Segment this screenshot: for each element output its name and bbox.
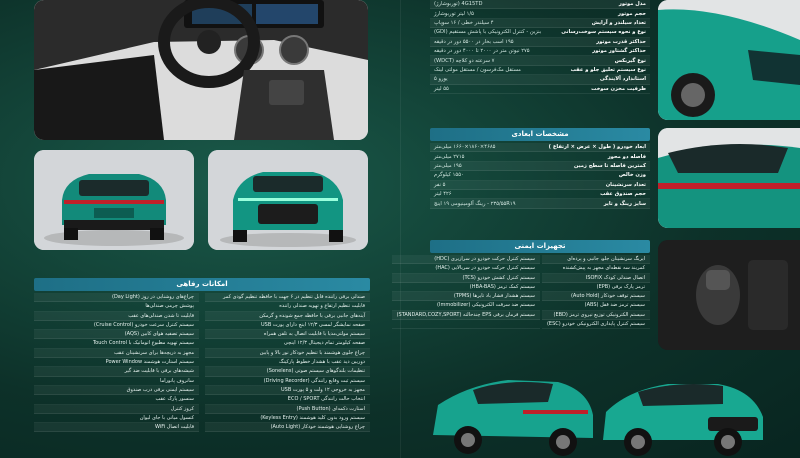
comfort-item: سیستم ورود بدون کلید هوشمند (Keyless Entry) bbox=[205, 414, 370, 423]
dimension-row bbox=[430, 162, 650, 171]
spec-label: حداکثر قدرت موتور bbox=[596, 38, 646, 45]
comfort-item: قابلیت تا شدن صندلی‌های عقب bbox=[34, 312, 199, 321]
safety-title: تجهیزات ایمنی bbox=[430, 240, 650, 253]
dimension-label: ابعاد خودرو ( طول × عرض × ارتفاع ) bbox=[548, 144, 646, 151]
safety-item: سیستم کنترل کشش خودرو (TCS) bbox=[392, 274, 540, 283]
spec-row bbox=[430, 9, 650, 18]
safety-left-list bbox=[392, 255, 540, 329]
spec-label: نوع سیستم تعلیق جلو و عقب bbox=[570, 66, 646, 73]
safety-item: سیستم توقف خودکار (Auto Hold) bbox=[542, 292, 650, 301]
dimension-value: ۱۹۵ میلی‌متر bbox=[434, 162, 462, 169]
car-front-three-quarter-photo bbox=[598, 362, 768, 458]
spec-label: تعداد سیلندر و آرایش bbox=[591, 19, 646, 26]
comfort-item: آینه‌های جانبی برقی با حافظه جمع شونده و گرمکن bbox=[205, 312, 370, 321]
spec-value: ۱۹۵ اسب بخار در ۵۵۰۰ دور در دقیقه bbox=[434, 38, 514, 45]
safety-item: سیستم کنترل حرکت خودرو در سربالایی (HAC) bbox=[392, 264, 540, 273]
spec-value: ۵۵ لیتر bbox=[434, 85, 449, 92]
comfort-item: چراغ جلوی هوشمند با تنظیم خودکار نور بالا و پایین bbox=[205, 349, 370, 358]
spec-label: حجم موتور bbox=[617, 10, 646, 17]
spec-label: نوع و نحوه سیستم سوخت‌رسانی bbox=[561, 29, 646, 36]
dimensions-panel bbox=[430, 128, 650, 209]
comfort-item: چراغ روشنایی هوشمند خودکار (Auto Light) bbox=[205, 423, 370, 432]
dimension-label: حجم صندوق عقب bbox=[600, 191, 646, 198]
spec-row bbox=[430, 28, 650, 37]
spec-row bbox=[430, 75, 650, 84]
safety-item: سیستم الکترونیکی توزیع نیروی ترمز (EBD) bbox=[542, 311, 650, 320]
safety-panel bbox=[396, 240, 650, 329]
comfort-item: استارت دکمه‌ای (Push Button) bbox=[205, 405, 370, 414]
spec-value: 4G15TD (توربوشارژ) bbox=[434, 1, 483, 8]
spec-value: بنزین - کنترل الکترونیکی با پاشش مستقیم (GDI) bbox=[434, 29, 542, 36]
comfort-left-list bbox=[34, 293, 199, 432]
comfort-item: سنسور پارک عقب bbox=[34, 395, 199, 404]
engine-specs-panel bbox=[430, 0, 650, 94]
car-rear-three-quarter-photo bbox=[428, 360, 598, 458]
spec-label: استاندارد آلایندگی bbox=[599, 76, 646, 83]
dimension-label: وزن خالص bbox=[618, 172, 646, 179]
dimension-row bbox=[430, 181, 650, 190]
comfort-item: مجهز به خروجی ۱۲ ولت و ۵ پورت USB bbox=[205, 386, 370, 395]
interior-photo bbox=[34, 0, 368, 140]
comfort-item: سیستم تصفیه هوای کابین (AQS) bbox=[34, 330, 199, 339]
spec-value: ۴ سیلندر خطی / ۱۶ سوپاپ bbox=[434, 19, 494, 26]
safety-item: سیستم ضد سرقت الکترونیکی (Immobilizer) bbox=[392, 301, 540, 310]
comfort-item: دوربین دید عقب با هشدار خطوط پارکینگ bbox=[205, 358, 370, 367]
rear-view-photo bbox=[34, 150, 194, 250]
comfort-item: سیستم تهویه مطبوع اتوماتیک با Touch Control bbox=[34, 339, 199, 348]
comfort-item: پوشش چرمی صندلی‌ها bbox=[34, 302, 199, 311]
safety-item: سیستم کنترل پایداری الکترونیکی خودرو (ESC) bbox=[542, 320, 650, 329]
spec-row bbox=[430, 19, 650, 28]
comfort-right-list bbox=[205, 293, 370, 432]
comfort-item: صفحه کیلومتر تمام دیجیتال ۱۲/۳ اینچی bbox=[205, 339, 370, 348]
dimension-label: سایز رینگ و تایر bbox=[603, 200, 646, 207]
front-view-photo bbox=[208, 150, 368, 250]
comfort-item: صفحه نمایشگر لمسی ۱۲/۳ اینچ دارای پورت USB bbox=[205, 321, 370, 330]
dimensions-title: مشخصات ابعادی bbox=[430, 128, 650, 141]
spec-label: نوع گیربکس bbox=[614, 57, 646, 64]
spec-label: حداکثر گشتاور موتور bbox=[592, 48, 646, 55]
safety-item: ترمز پارک برقی (EPB) bbox=[542, 283, 650, 292]
spec-value: یورو ۵ bbox=[434, 76, 448, 83]
dimension-label: تعداد سرنشینان bbox=[605, 181, 646, 188]
comfort-item: سیستم کنترل سرعت خودرو (Cruise Control) bbox=[34, 321, 199, 330]
dimension-row bbox=[430, 190, 650, 199]
spec-row bbox=[430, 56, 650, 65]
comfort-item: کروز کنترل bbox=[34, 405, 199, 414]
rear-detail-photo bbox=[658, 128, 800, 228]
safety-right-list bbox=[542, 255, 650, 329]
comfort-item: سیستم ثبت وقایع رانندگی (Driving Recorder) bbox=[205, 377, 370, 386]
comfort-item: چراغ‌های روشنایی در روز (Day Light) bbox=[34, 293, 199, 302]
safety-item bbox=[392, 320, 540, 329]
safety-item: سیستم کنترل حرکت خودرو در سرازیری (HDC) bbox=[392, 255, 540, 264]
spec-value: ۷ سرعته دو کلاچه (WDCT) bbox=[434, 57, 495, 64]
dimension-row bbox=[430, 143, 650, 152]
safety-item: سیستم هشدار فشار باد تایرها (TPMS) bbox=[392, 292, 540, 301]
safety-item: ایربگ سرنشینان جلو، جانبی و پرده‌ای bbox=[542, 255, 650, 264]
comfort-item: انتخاب حالت رانندگی ECO / SPORT bbox=[205, 395, 370, 404]
front-detail-photo bbox=[658, 0, 800, 120]
spec-value: ۱/۵ لیتر توربوشارژ bbox=[434, 10, 474, 17]
spec-value: ۲۷۵ نیوتن متر در ۲۰۰۰ تا ۴۰۰۰ دور در دقیقه bbox=[434, 48, 530, 55]
comfort-features-panel bbox=[34, 278, 370, 432]
safety-item: اتصال صندلی کودک ISOFIX bbox=[542, 274, 650, 283]
comfort-item: مجهز به دریچه‌ها برای سرنشینان عقب bbox=[34, 349, 199, 358]
comfort-title: امکانات رفاهی bbox=[34, 278, 370, 291]
comfort-item: قابلیت اتصال WiFi bbox=[34, 423, 199, 432]
dimension-row bbox=[430, 171, 650, 180]
gear-shifter-photo bbox=[658, 240, 800, 350]
safety-item: سیستم فرمان برقی EPS چندحالته (STANDARD,COZY,SPORT) bbox=[392, 311, 540, 320]
dimension-value: ۵ نفر bbox=[434, 181, 446, 188]
spec-label: مدل موتور bbox=[618, 1, 646, 8]
dimension-value: ۲۳۵/۵۵R۱۹ - رینگ آلومینیومی ۱۹ اینچ bbox=[434, 200, 516, 207]
spec-row bbox=[430, 85, 650, 94]
comfort-item: سیستم ایمنی برقی درب صندوق bbox=[34, 386, 199, 395]
dimension-value: ۱۵۵۰ کیلوگرم bbox=[434, 172, 464, 179]
comfort-item: سانروف پانوراما bbox=[34, 377, 199, 386]
comfort-item: شیشه‌های برقی با قابلیت ضد گیر bbox=[34, 367, 199, 376]
safety-item: سیستم ترمز ضد قفل (ABS) bbox=[542, 301, 650, 310]
dimension-value: ۴۲۶ لیتر bbox=[434, 191, 452, 198]
dimension-value: ۲۷۱۵ میلی‌متر bbox=[434, 153, 465, 160]
spec-row bbox=[430, 38, 650, 47]
comfort-item: سیستم مولتی‌مدیا با قابلیت اتصال به تلفن همراه bbox=[205, 330, 370, 339]
spec-row bbox=[430, 47, 650, 56]
dimension-label: کمترین فاصله تا سطح زمین bbox=[573, 162, 646, 169]
comfort-item: کنسول میانی با جای لیوان bbox=[34, 414, 199, 423]
comfort-item: قابلیت تنظیم ارتفاع و تهویه صندلی راننده bbox=[205, 302, 370, 311]
spec-value: مستقل مک‌فرسون / مستقل مولتی لینک bbox=[434, 66, 521, 73]
dimension-row bbox=[430, 199, 650, 208]
spec-label: ظرفیت مخزن سوخت bbox=[591, 85, 646, 92]
safety-item: کمربند سه نقطه‌ای مجهز به پیش‌کشنده bbox=[542, 264, 650, 273]
dimension-row bbox=[430, 152, 650, 161]
dimension-value: ۴۶۸۵×۱۸۶۰×۱۶۶۰ میلی‌متر bbox=[434, 144, 496, 151]
dimension-label: فاصله دو محور bbox=[607, 153, 646, 160]
spec-row bbox=[430, 66, 650, 75]
comfort-item: تنظیمات بلندگوهای سیستم صوتی (Sonelens) bbox=[205, 367, 370, 376]
comfort-item: صندلی برقی راننده قابل تنظیم در ۶ جهت با حافظه تنظیم گودی کمر bbox=[205, 293, 370, 302]
comfort-item: سیستم استارت هوشمند Power Window bbox=[34, 358, 199, 367]
page-divider bbox=[400, 0, 401, 458]
safety-item: سیستم کمک ترمز (HBA-BAS) bbox=[392, 283, 540, 292]
spec-row bbox=[430, 0, 650, 9]
